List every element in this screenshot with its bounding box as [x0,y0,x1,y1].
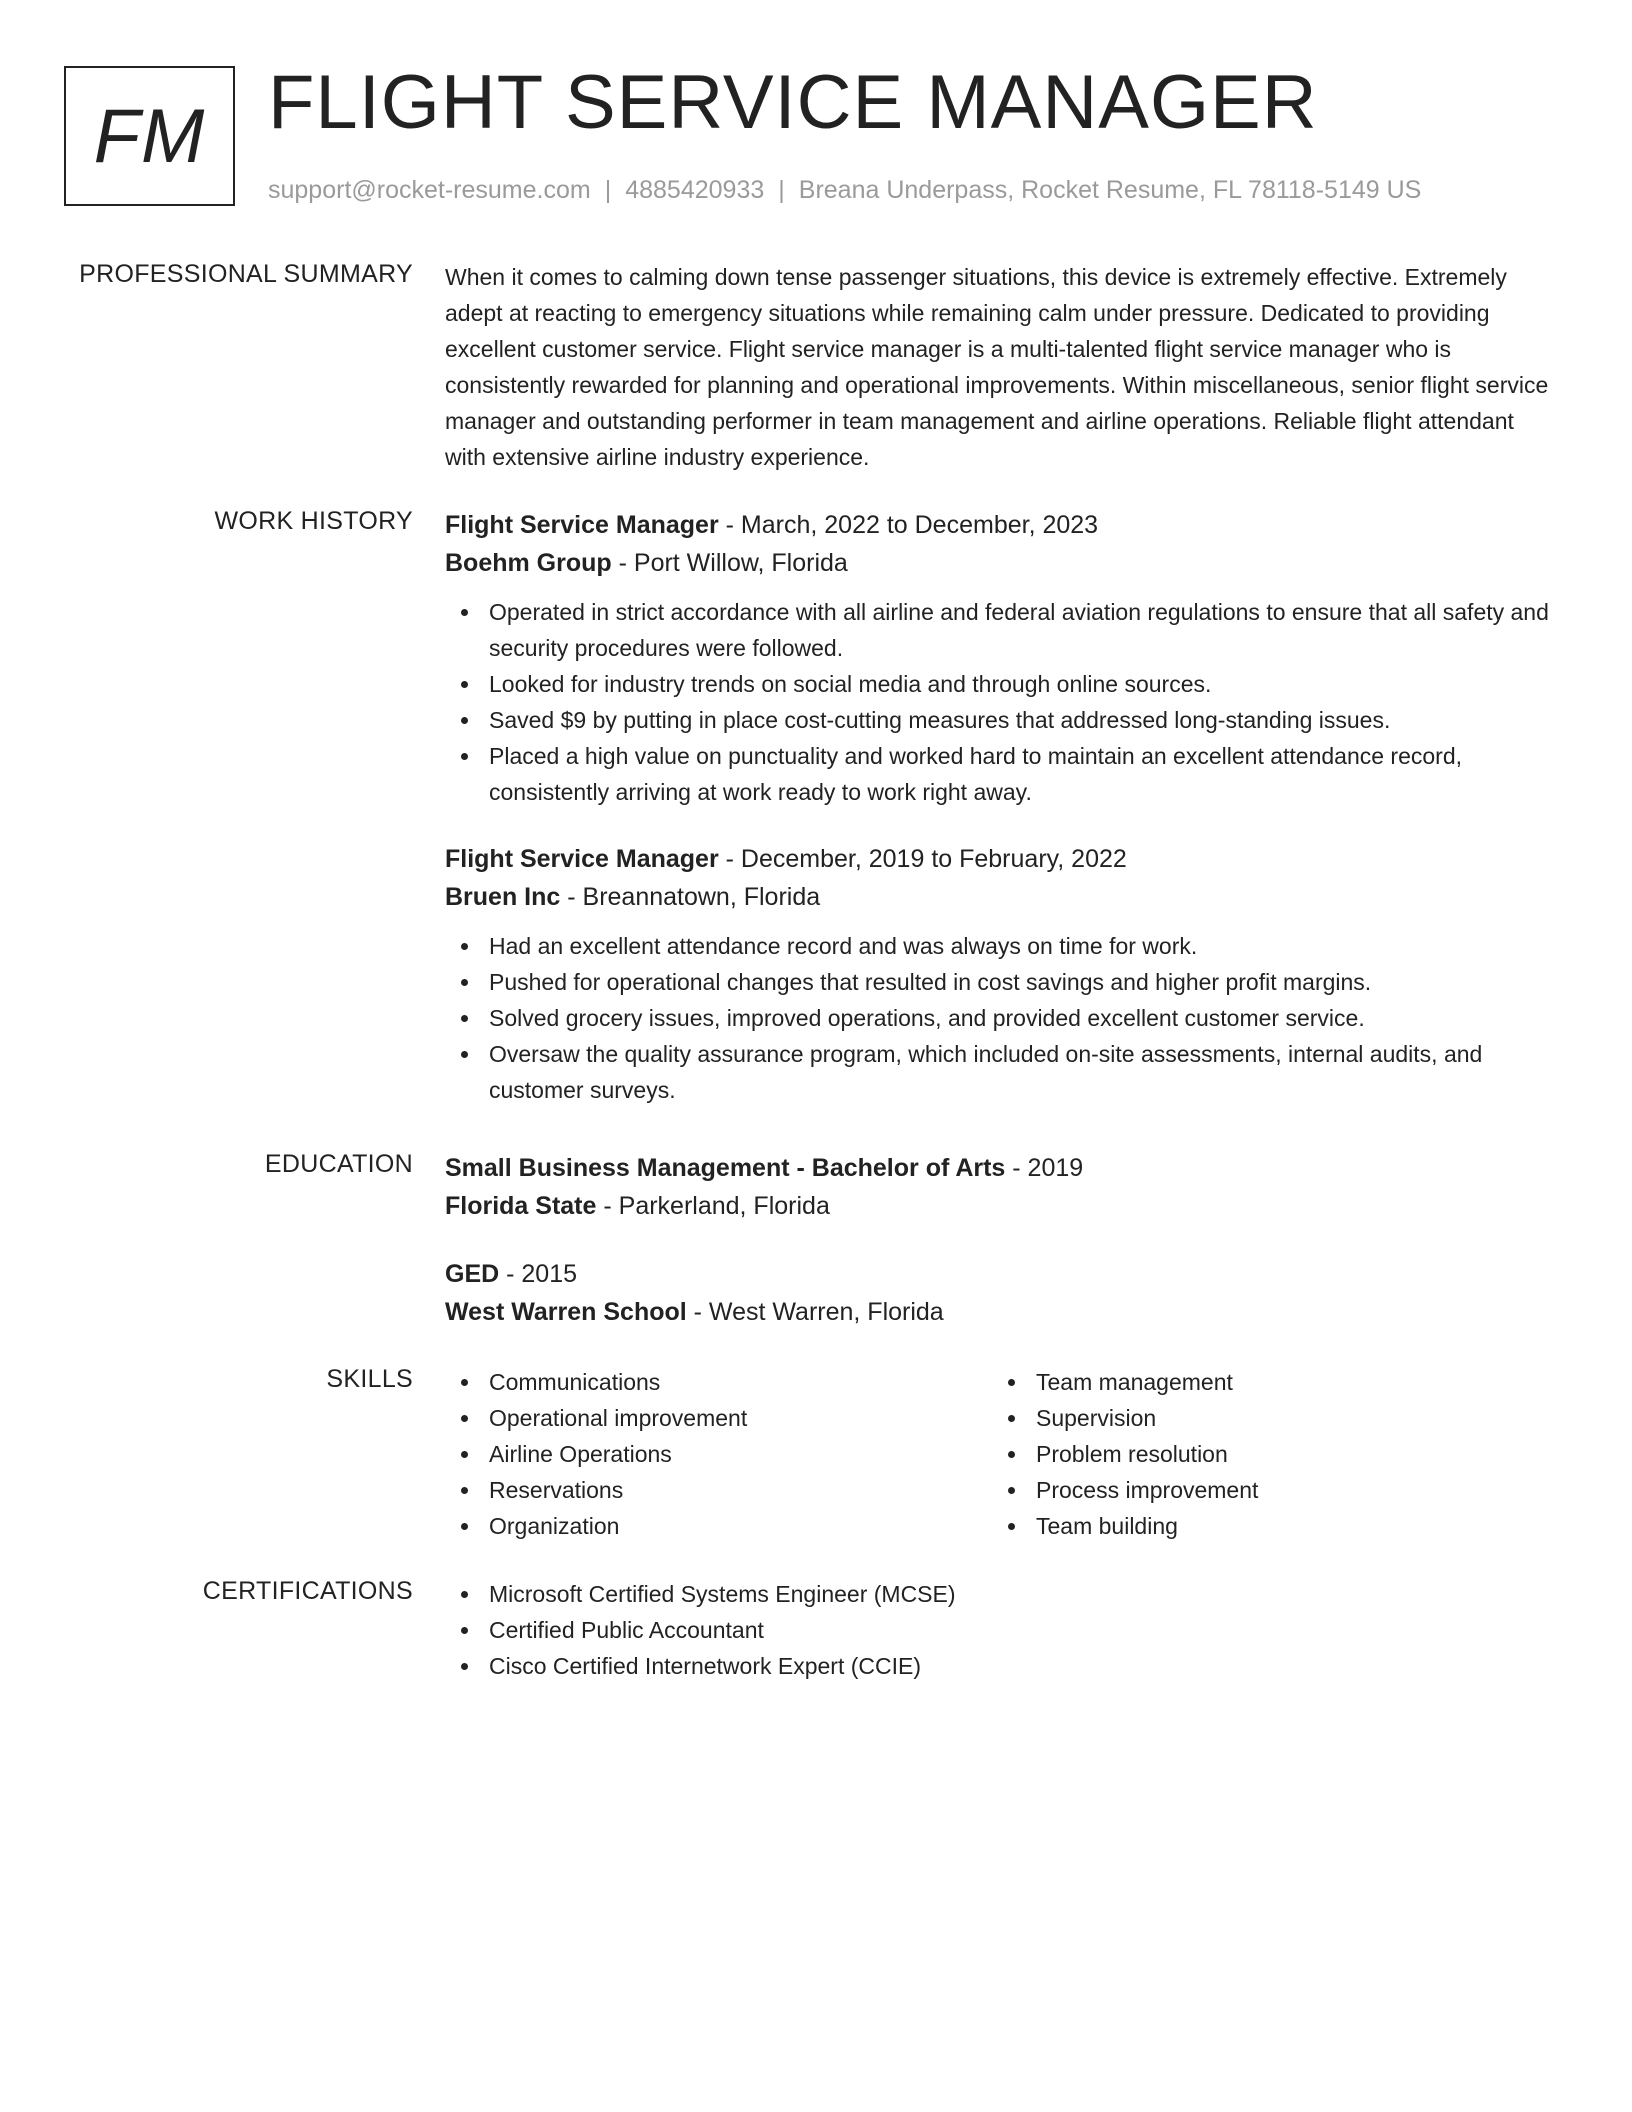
job-title: Flight Service Manager [445,845,719,873]
contact-address: Breana Underpass, Rocket Resume, FL 78118-5149 US [798,176,1422,204]
page-title: FLIGHT SERVICE MANAGER [268,60,1318,145]
monogram-logo [64,66,235,206]
list-item: Oversaw the quality assurance program, which included on-site assessments, internal audits, and customer surveys. [445,1036,1555,1108]
section-heading-skills: SKILLS [326,1365,413,1393]
monogram-text: FM [93,93,206,179]
job-dates: - March, 2022 to December, 2023 [718,511,1099,539]
section-heading-work-history: WORK HISTORY [214,507,413,535]
job-bullets [445,928,1555,1108]
list-item: Had an excellent attendance record and was always on time for work. [445,928,1555,964]
skill-item: Process improvement [992,1472,1539,1508]
degree-line [445,1149,1555,1187]
job-title-line [445,840,1555,878]
contact-email[interactable]: support@rocket-resume.com [268,176,591,204]
school-name: West Warren School [445,1298,687,1326]
certification-item: Microsoft Certified Systems Engineer (MCSE) [445,1576,1555,1612]
job-dates: - December, 2019 to February, 2022 [718,845,1127,873]
school-line [445,1187,1555,1225]
list-item: Pushed for operational changes that resulted in cost savings and higher profit margins. [445,964,1555,1000]
skill-item: Airline Operations [445,1436,992,1472]
section-heading-summary: PROFESSIONAL SUMMARY [79,260,413,288]
certification-item: Certified Public Accountant [445,1612,1555,1648]
contact-separator: | [778,176,785,204]
graduation-year: - 2019 [1005,1154,1084,1182]
job-location: - Breannatown, Florida [560,883,821,911]
list-item: Solved grocery issues, improved operations, and provided excellent customer service. [445,1000,1555,1036]
education-entry [445,1255,1555,1331]
skill-item: Operational improvement [445,1400,992,1436]
job-company-line [445,544,1555,582]
job-location: - Port Willow, Florida [611,549,848,577]
section-heading-education: EDUCATION [264,1150,413,1178]
skill-item: Communications [445,1364,992,1400]
education-entry [445,1149,1555,1225]
section-heading-certifications: CERTIFICATIONS [202,1577,413,1605]
degree: GED [445,1260,500,1288]
list-item: Placed a high value on punctuality and worked hard to maintain an excellent attendance record, consistently arriving at work ready to work right away. [445,738,1555,810]
job-company: Boehm Group [445,549,612,577]
skills-list-right [992,1364,1539,1544]
skills-grid [445,1364,1555,1544]
job-company-line [445,878,1555,916]
skill-item: Supervision [992,1400,1539,1436]
school-line [445,1293,1555,1331]
skill-item: Team building [992,1508,1539,1544]
degree-line [445,1255,1555,1293]
list-item: Saved $9 by putting in place cost-cutting measures that addressed long-standing issues. [445,702,1555,738]
job-title: Flight Service Manager [445,511,719,539]
school-location: - West Warren, Florida [686,1298,944,1326]
certification-item: Cisco Certified Internetwork Expert (CCIE) [445,1648,1555,1684]
school-location: - Parkerland, Florida [596,1192,830,1220]
list-item: Looked for industry trends on social media and through online sources. [445,666,1555,702]
certifications-list [445,1576,1555,1684]
degree: Small Business Management - Bachelor of Arts [445,1154,1006,1182]
job-bullets [445,594,1555,810]
contact-line [268,175,1421,205]
job-entry [445,506,1555,810]
school-name: Florida State [445,1192,597,1220]
skill-item: Organization [445,1508,992,1544]
job-company: Bruen Inc [445,883,561,911]
list-item: Operated in strict accordance with all airline and federal aviation regulations to ensure that all safety and security procedures were followed. [445,594,1555,666]
skill-item: Team management [992,1364,1539,1400]
skill-item: Reservations [445,1472,992,1508]
skills-list-left [445,1364,992,1544]
job-entry [445,840,1555,1108]
job-title-line [445,506,1555,544]
skill-item: Problem resolution [992,1436,1539,1472]
summary-text: When it comes to calming down tense passenger situations, this device is extremely effective. Extremely adept at reacting to emergency situations while remaining calm under pressure. Dedicated to providing excellent customer service. Flight service manager is a multi-talented flight service manager who is consistently rewarded for planning and operational improvements. Within miscellaneous, senior flight service manager and outstanding performer in team management and airline operations. Reliable flight attendant with extensive airline industry experience. [445,264,1549,470]
contact-separator: | [604,176,612,204]
graduation-year: - 2015 [499,1260,578,1288]
contact-phone[interactable]: 4885420933 [625,176,765,204]
